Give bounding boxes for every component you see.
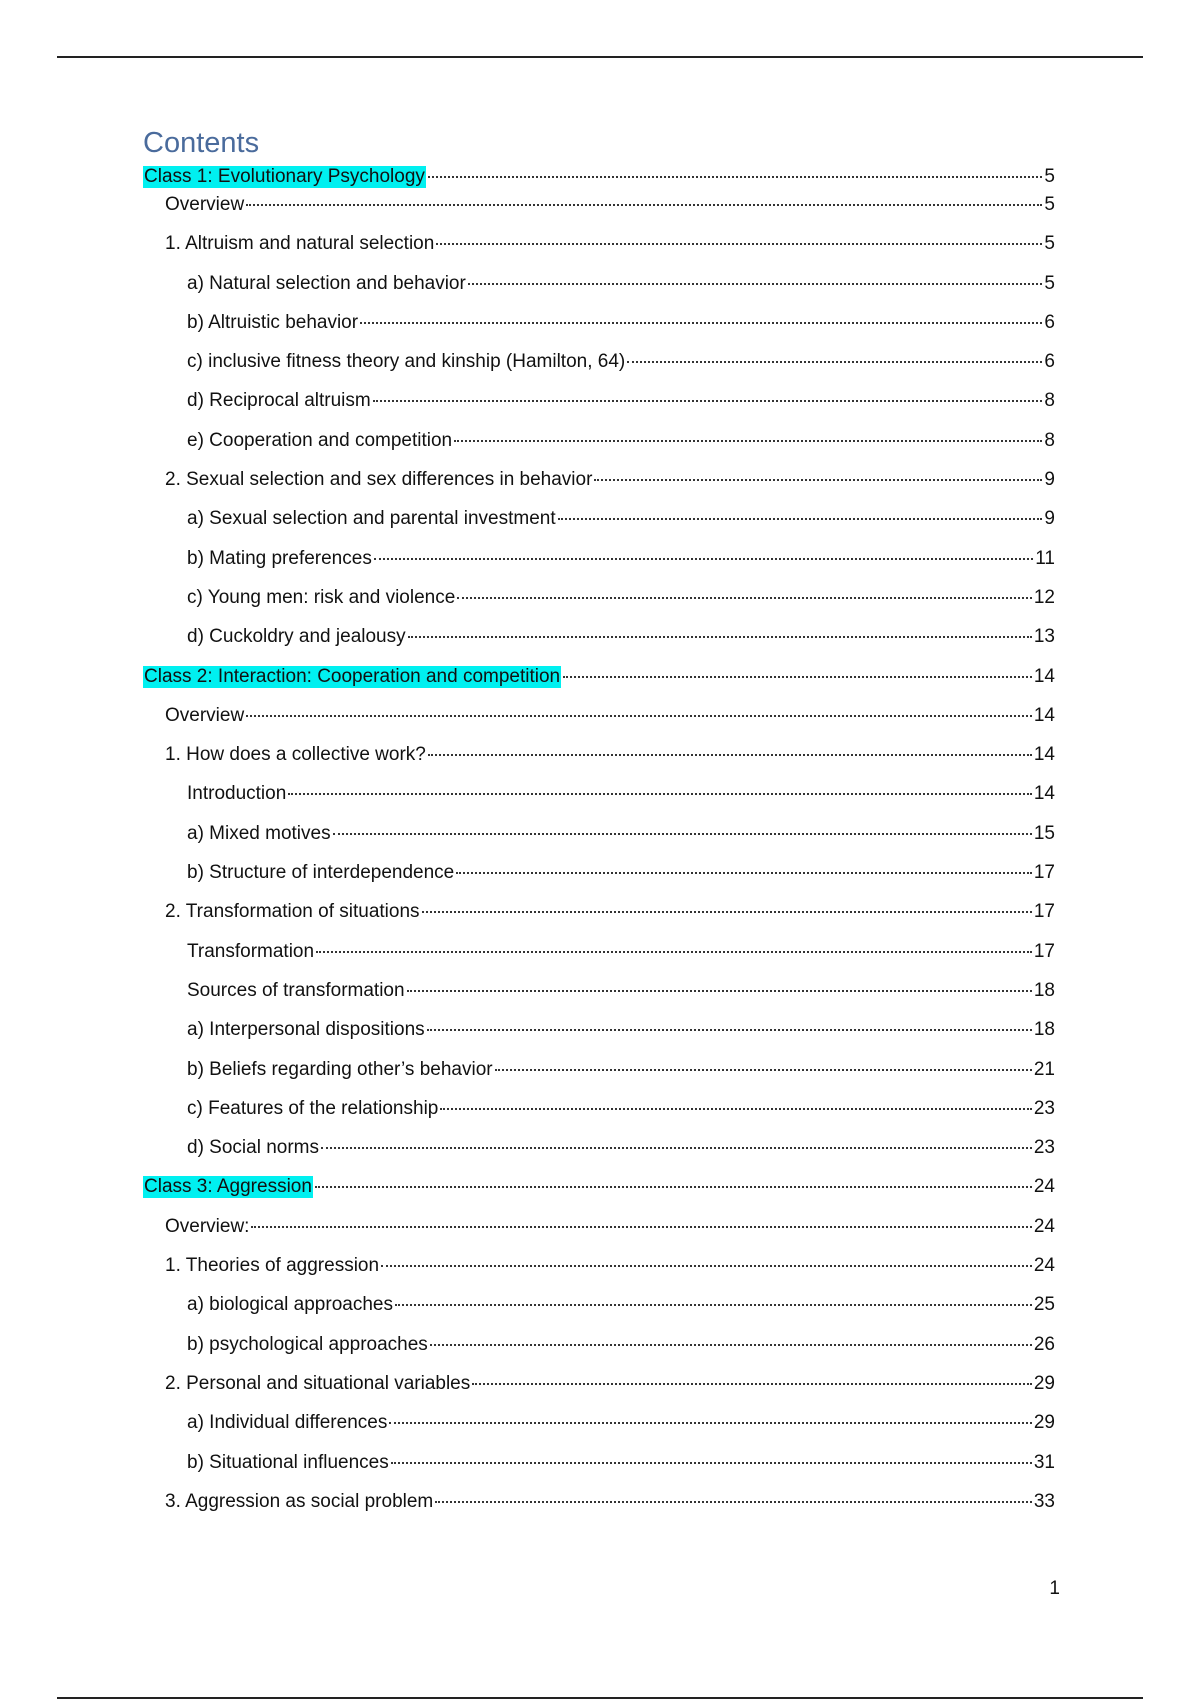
toc-entry-title: Introduction (187, 783, 287, 805)
toc-entry-title: a) Sexual selection and parental investment (187, 508, 556, 530)
dot-leader (454, 438, 1042, 442)
toc-page-number: 21 (1033, 1058, 1055, 1080)
toc-entry-title: d) Reciprocal altruism (187, 390, 371, 412)
toc-page-number: 33 (1033, 1490, 1055, 1512)
toc-entry-title: c) inclusive fitness theory and kinship (Hamilton, 64) (187, 351, 626, 373)
toc-entry-title: b) Structure of interdependence (187, 862, 455, 884)
toc-entry[interactable] (143, 1059, 1055, 1098)
toc-entry[interactable] (143, 666, 1055, 705)
contents-heading: Contents (143, 127, 260, 159)
toc-page-number: 31 (1033, 1451, 1055, 1473)
toc-entry[interactable] (143, 862, 1055, 901)
toc-entry-title: Transformation (187, 940, 315, 962)
toc-entry-title: Overview (165, 194, 245, 215)
dot-leader (627, 359, 1042, 363)
toc-entry[interactable] (143, 469, 1055, 508)
toc-entry[interactable] (143, 823, 1055, 862)
toc-entry-title: d) Social norms (187, 1137, 319, 1159)
dot-leader (435, 1499, 1032, 1503)
toc-class-title: Class 3: Aggression (144, 1176, 312, 1198)
dot-leader (440, 1106, 1032, 1110)
toc-entry[interactable] (143, 1098, 1055, 1137)
toc-page-number: 23 (1033, 1137, 1055, 1159)
toc-page-number: 14 (1033, 744, 1055, 766)
toc-entry-title: c) Young men: risk and violence (187, 586, 456, 608)
dot-leader (391, 1460, 1032, 1464)
toc-entry-title: 2. Sexual selection and sex differences in behavior (165, 469, 593, 491)
toc-entry-title: a) Interpersonal dispositions (187, 1019, 425, 1041)
toc-entry[interactable] (143, 273, 1055, 312)
toc-entry-title: c) Features of the relationship (187, 1097, 439, 1119)
toc-entry-title: 2. Personal and situational variables (165, 1372, 471, 1394)
dot-leader (373, 398, 1043, 402)
toc-entry[interactable] (143, 430, 1055, 469)
dot-leader (315, 1184, 1032, 1188)
toc-page-number: 14 (1033, 665, 1055, 687)
toc-entry[interactable] (143, 626, 1055, 665)
toc-entry[interactable] (143, 1334, 1055, 1373)
dot-leader (408, 634, 1032, 638)
table-of-contents (143, 166, 1055, 1530)
toc-entry[interactable] (143, 1216, 1055, 1255)
dot-leader (407, 988, 1032, 992)
toc-entry[interactable] (143, 744, 1055, 783)
header-rule (57, 56, 1143, 58)
dot-leader (395, 1302, 1032, 1306)
toc-page-number: 18 (1033, 979, 1055, 1001)
toc-page-number: 12 (1033, 586, 1055, 608)
dot-leader (456, 870, 1032, 874)
toc-entry[interactable] (143, 980, 1055, 1019)
toc-page-number: 24 (1033, 1255, 1055, 1277)
toc-entry-title: a) Mixed motives (187, 822, 331, 844)
toc-entry-title: Sources of transformation (187, 979, 405, 1001)
toc-page-number: 11 (1035, 547, 1055, 569)
toc-entry[interactable] (143, 1491, 1055, 1530)
toc-entry[interactable] (143, 941, 1055, 980)
toc-page-number: 9 (1044, 508, 1055, 530)
dot-leader (468, 281, 1043, 285)
dot-leader (374, 556, 1033, 560)
toc-page-number: 17 (1033, 901, 1055, 923)
dot-leader (428, 752, 1032, 756)
toc-entry[interactable] (143, 783, 1055, 822)
toc-page-number: 24 (1033, 1215, 1055, 1237)
dot-leader (321, 1145, 1032, 1149)
toc-page-number: 15 (1033, 822, 1055, 844)
toc-entry-title: Overview (165, 704, 245, 726)
dot-leader (316, 949, 1032, 953)
dot-leader (436, 241, 1042, 245)
page-number: 1 (1049, 1578, 1060, 1599)
toc-page-number: 18 (1033, 1019, 1055, 1041)
toc-entry-title: a) Individual differences (187, 1412, 388, 1434)
toc-entry[interactable] (143, 548, 1055, 587)
toc-entry[interactable] (143, 508, 1055, 547)
toc-page-number: 23 (1033, 1097, 1055, 1119)
dot-leader (246, 713, 1032, 717)
toc-entry[interactable] (143, 312, 1055, 351)
toc-page-number: 26 (1033, 1333, 1055, 1355)
toc-entry[interactable] (143, 1255, 1055, 1294)
dot-leader (333, 831, 1032, 835)
dot-leader (495, 1067, 1032, 1071)
toc-entry-title: 1. How does a collective work? (165, 744, 426, 766)
toc-entry-title: 3. Aggression as social problem (165, 1490, 434, 1512)
toc-entry-title: Overview: (165, 1215, 250, 1237)
dot-leader (246, 202, 1042, 206)
toc-entry[interactable] (143, 194, 1055, 233)
dot-leader (594, 477, 1042, 481)
toc-entry-title: b) Mating preferences (187, 547, 372, 569)
toc-entry-title: b) psychological approaches (187, 1333, 428, 1355)
toc-page-number: 9 (1044, 469, 1055, 491)
toc-entry-title: a) Natural selection and behavior (187, 272, 466, 294)
dot-leader (288, 791, 1032, 795)
toc-entry-title: e) Cooperation and competition (187, 429, 453, 451)
toc-page-number: 17 (1033, 940, 1055, 962)
toc-page-number: 5 (1044, 194, 1055, 215)
dot-leader (360, 320, 1042, 324)
dot-leader (381, 1263, 1032, 1267)
toc-entry-title: 1. Altruism and natural selection (165, 233, 435, 255)
toc-page-number: 24 (1033, 1176, 1055, 1198)
toc-entry-title: b) Beliefs regarding other’s behavior (187, 1058, 493, 1080)
dot-leader (472, 1381, 1032, 1385)
toc-entry[interactable] (143, 587, 1055, 626)
toc-page-number: 5 (1044, 233, 1055, 255)
dot-leader (422, 909, 1032, 913)
toc-page-number: 17 (1033, 862, 1055, 884)
toc-page-number: 14 (1033, 704, 1055, 726)
toc-entry[interactable] (143, 1019, 1055, 1058)
toc-entry[interactable] (143, 166, 1055, 194)
toc-page-number: 5 (1044, 272, 1055, 294)
toc-entry[interactable] (143, 705, 1055, 744)
toc-entry-title: a) biological approaches (187, 1294, 393, 1316)
toc-page-number: 25 (1033, 1294, 1055, 1316)
dot-leader (563, 674, 1032, 678)
toc-page-number: 29 (1033, 1412, 1055, 1434)
footer-rule (57, 1697, 1143, 1699)
toc-entry[interactable] (143, 1452, 1055, 1491)
toc-page-number: 14 (1033, 783, 1055, 805)
toc-page-number: 8 (1044, 390, 1055, 412)
toc-entry-title: 2. Transformation of situations (165, 901, 420, 923)
toc-entry[interactable] (143, 1373, 1055, 1412)
toc-entry-title: 1. Theories of aggression (165, 1255, 380, 1277)
toc-entry[interactable] (143, 1176, 1055, 1215)
toc-entry[interactable] (143, 390, 1055, 429)
toc-entry-title: d) Cuckoldry and jealousy (187, 626, 406, 648)
toc-class-title: Class 2: Interaction: Cooperation and competition (144, 665, 561, 687)
toc-entry-title: b) Altruistic behavior (187, 311, 359, 333)
document-page (143, 120, 1055, 1530)
toc-page-number: 13 (1033, 626, 1055, 648)
toc-page-number: 6 (1044, 311, 1055, 333)
toc-page-number: 6 (1044, 351, 1055, 373)
dot-leader (389, 1420, 1032, 1424)
toc-page-number: 29 (1033, 1372, 1055, 1394)
toc-entry[interactable] (143, 1412, 1055, 1451)
toc-entry-title: b) Situational influences (187, 1451, 389, 1473)
toc-class-title: Class 1: Evolutionary Psychology (144, 166, 425, 187)
dot-leader (457, 595, 1032, 599)
dot-leader (251, 1224, 1031, 1228)
dot-leader (558, 516, 1043, 520)
dot-leader (430, 1342, 1032, 1346)
toc-entry[interactable] (143, 1137, 1055, 1176)
toc-entry[interactable] (143, 351, 1055, 390)
dot-leader (427, 1027, 1032, 1031)
toc-page-number: 5 (1044, 166, 1055, 187)
toc-entry[interactable] (143, 233, 1055, 272)
toc-page-number: 8 (1044, 429, 1055, 451)
toc-entry[interactable] (143, 901, 1055, 940)
dot-leader (428, 174, 1043, 178)
toc-entry[interactable] (143, 1294, 1055, 1333)
